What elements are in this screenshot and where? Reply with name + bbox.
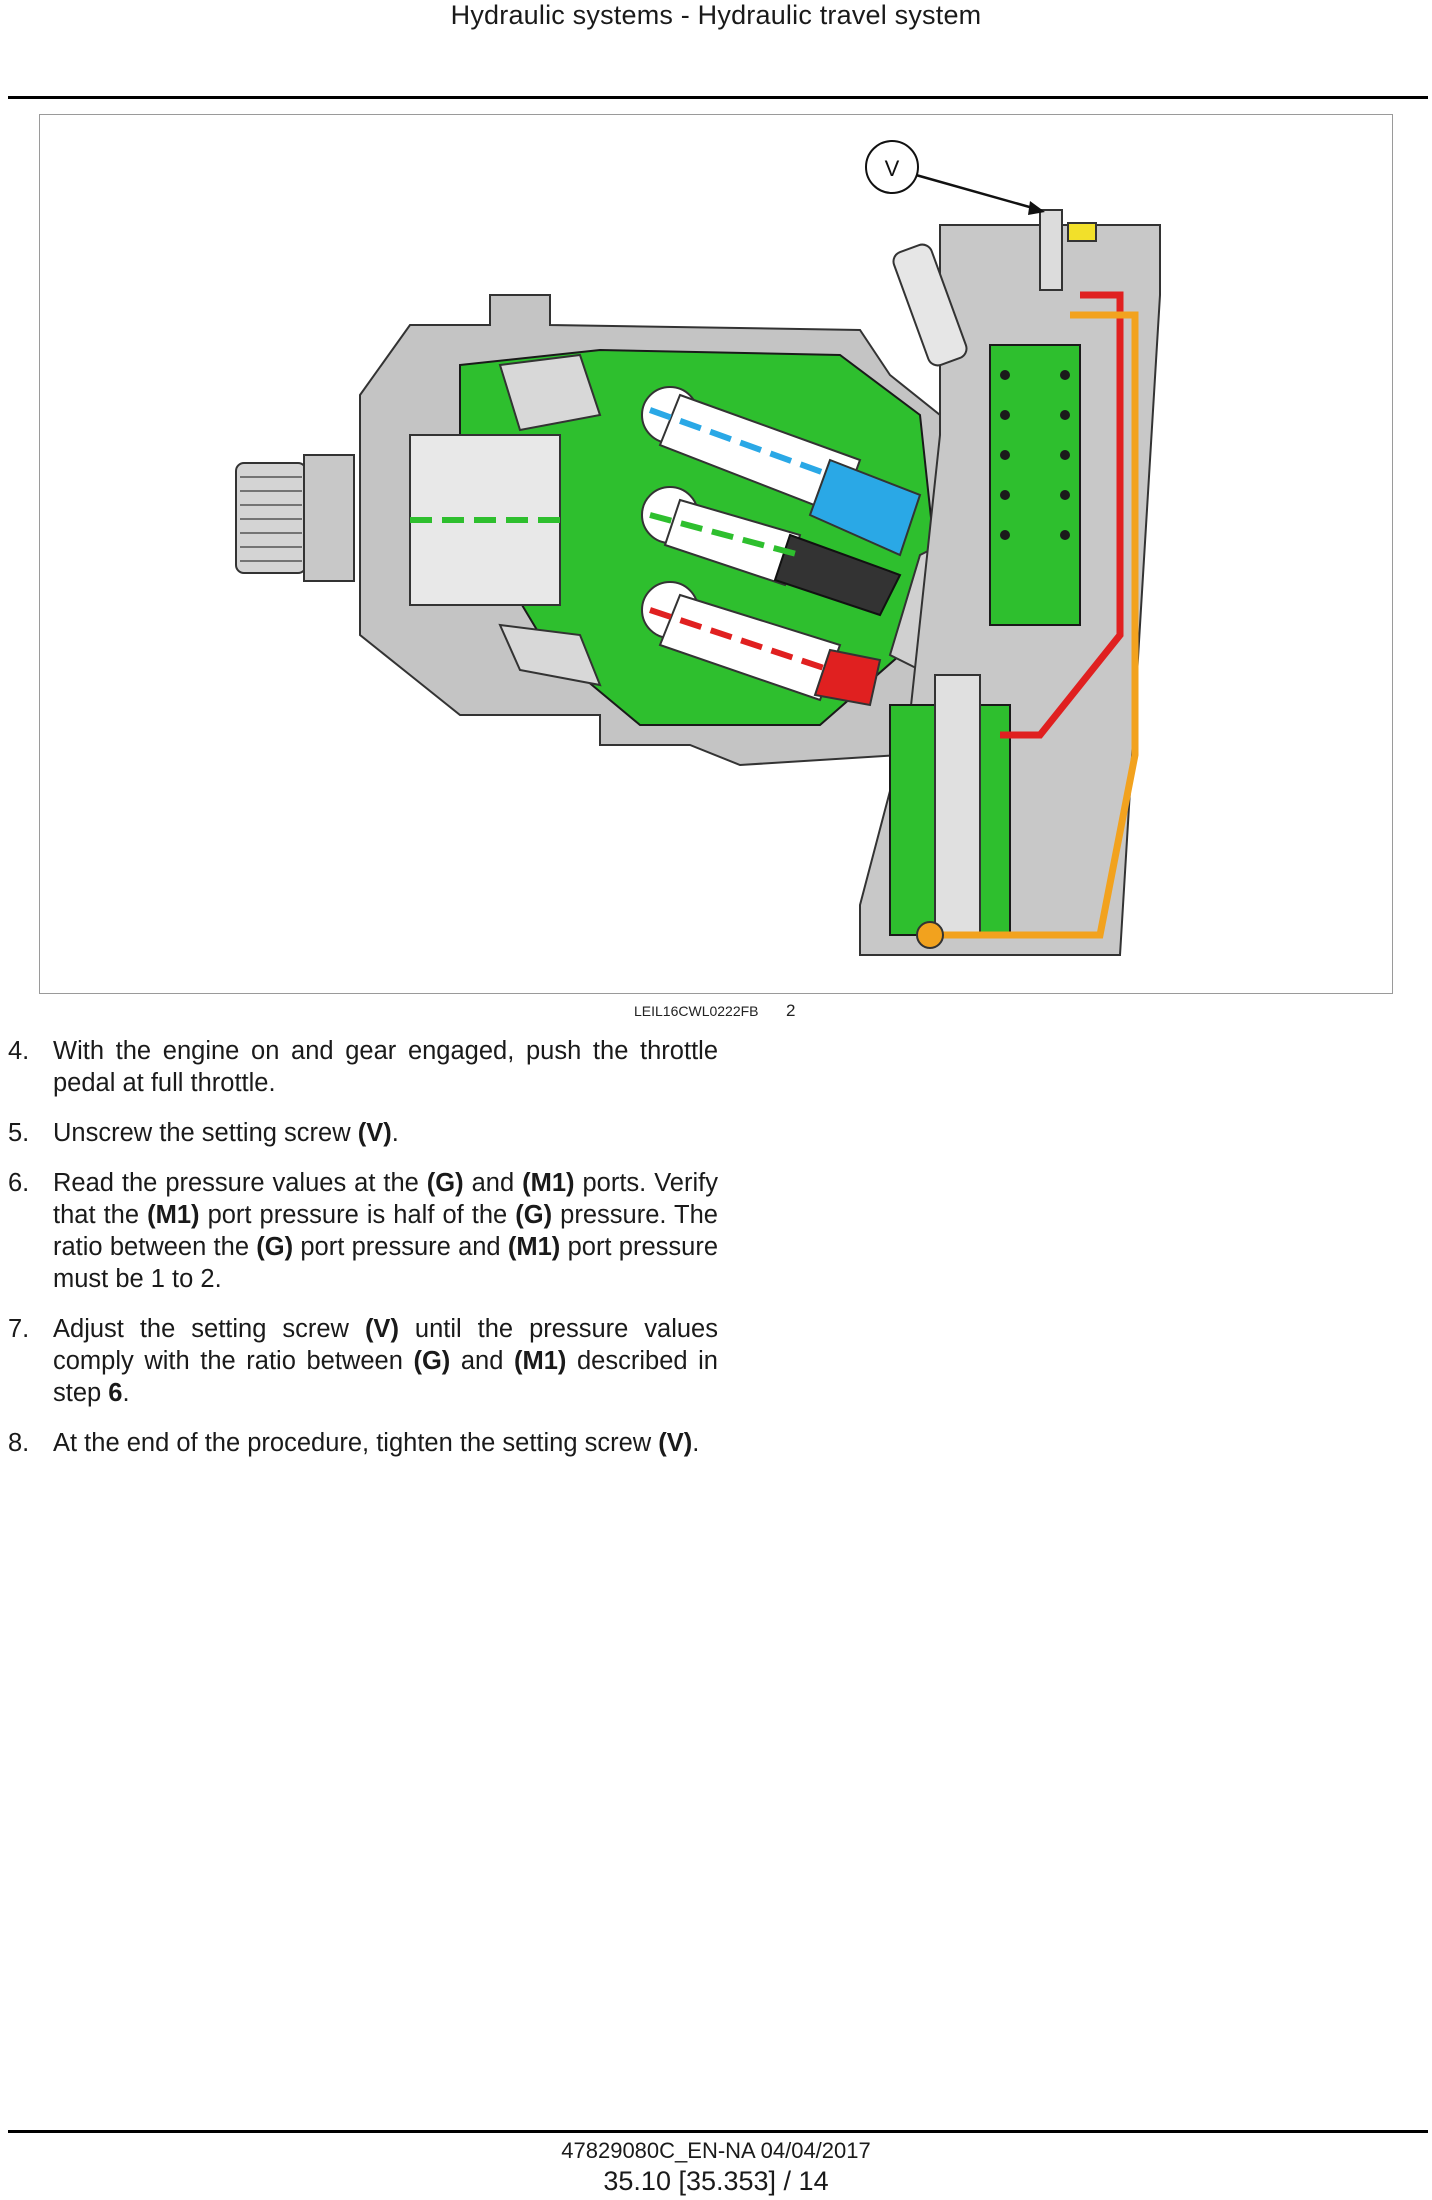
callout-label: V bbox=[884, 156, 900, 181]
hydraulic-motor-figure bbox=[39, 114, 1393, 994]
footer-page-number: 35.10 [35.353] / 14 bbox=[603, 2166, 829, 2196]
step-7 bbox=[8, 1313, 718, 1409]
header-rule bbox=[8, 96, 1428, 99]
footer-rule bbox=[8, 2130, 1428, 2133]
footer-document-id: 47829080C_EN-NA 04/04/2017 bbox=[561, 2138, 871, 2163]
step-4 bbox=[8, 1035, 718, 1099]
step-number: 7. bbox=[8, 1315, 30, 1343]
hydraulic-motor-cutaway bbox=[40, 115, 1394, 995]
step-text: Unscrew the setting screw (V). bbox=[53, 1119, 399, 1147]
step-5 bbox=[8, 1117, 718, 1149]
step-number: 6. bbox=[8, 1169, 30, 1197]
step-text: Read the pressure values at the (G) and (M1) ports. Verify that the (M1) port pressure is half of the (G) pressure. The ratio between the (G) port pressure and (M1) port pressure must be 1 to 2. bbox=[53, 1169, 719, 1293]
step-number: 8. bbox=[8, 1429, 30, 1457]
page-header-title: Hydraulic systems - Hydraulic travel system bbox=[450, 0, 982, 30]
step-number: 5. bbox=[8, 1119, 30, 1147]
step-text: Adjust the setting screw (V) until the pressure values comply with the ratio between (G) and (M1) described in step 6. bbox=[53, 1315, 718, 1407]
step-8 bbox=[8, 1427, 718, 1459]
figure-number: 2 bbox=[786, 1001, 796, 1020]
step-text: At the end of the procedure, tighten the setting screw (V). bbox=[53, 1429, 700, 1457]
step-6 bbox=[8, 1167, 718, 1295]
procedure-steps bbox=[8, 1035, 718, 1477]
step-number: 4. bbox=[8, 1037, 30, 1065]
figure-code: LEIL16CWL0222FB bbox=[634, 1003, 759, 1019]
step-text: With the engine on and gear engaged, push the throttle pedal at full throttle. bbox=[53, 1037, 718, 1097]
